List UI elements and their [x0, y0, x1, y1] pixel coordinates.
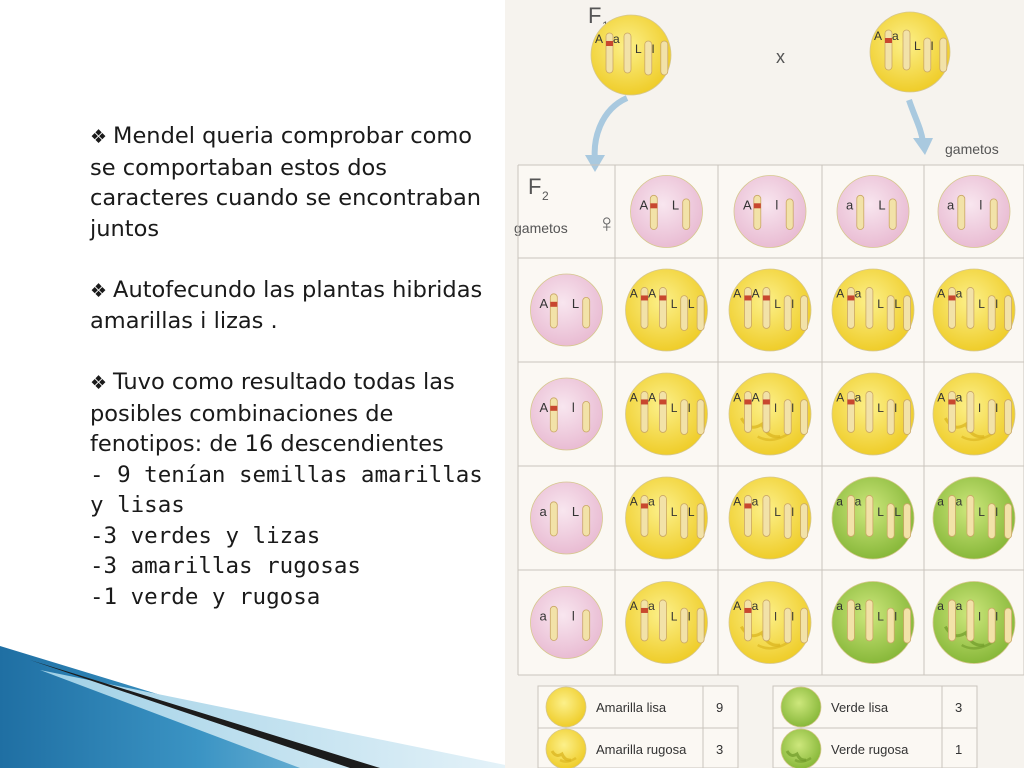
column-gamete-cell — [938, 176, 1010, 248]
gene-label: L — [894, 296, 902, 311]
gene-label: A — [629, 494, 638, 509]
gene-label: a — [854, 599, 862, 614]
chromosome — [847, 391, 854, 432]
gene-label: a — [836, 599, 843, 614]
chromosome-band — [744, 399, 751, 404]
bullet-text-2: Autofecundo las plantas hibridas amarillas i lizas . — [90, 276, 483, 334]
bullet-paragraph-2 — [90, 275, 490, 337]
offspring-cell — [626, 582, 708, 664]
chromosome — [641, 600, 648, 641]
chromosome — [990, 199, 997, 230]
chromosome — [641, 287, 648, 328]
gene-label: L — [635, 42, 642, 56]
f1-label: F — [588, 3, 602, 28]
chromosome — [744, 600, 751, 641]
chromosome — [786, 199, 793, 230]
gene-label: A — [743, 197, 752, 213]
chromosome — [1005, 608, 1012, 643]
row-gamete-cell — [531, 274, 603, 346]
gene-label: L — [877, 400, 884, 415]
legend-swatch — [546, 687, 586, 727]
gene-label: a — [937, 599, 944, 614]
offspring-cell — [626, 373, 708, 455]
arrow-left-icon — [595, 98, 627, 160]
chromosome — [763, 495, 770, 536]
legend-count: 1 — [955, 742, 963, 757]
legend-swatch — [781, 729, 821, 768]
gene-label: l — [791, 400, 795, 415]
gene-label: l — [651, 42, 655, 56]
chromosome — [801, 296, 808, 331]
chromosome — [1005, 296, 1012, 331]
bullet-paragraph-1 — [90, 121, 490, 244]
chromosome — [744, 391, 751, 432]
chromosome — [967, 391, 974, 432]
gene-label: A — [836, 286, 845, 301]
offspring-cell — [626, 269, 708, 351]
chromosome — [784, 296, 791, 331]
chromosome — [659, 287, 666, 328]
chromosome — [641, 391, 648, 432]
gene-label: L — [914, 39, 921, 53]
gene-label: l — [995, 296, 999, 311]
chromosome-band — [550, 406, 557, 411]
chromosome — [988, 608, 995, 643]
gene-label: A — [648, 390, 657, 405]
chromosome — [887, 400, 894, 435]
chromosome — [583, 610, 590, 641]
offspring-cell — [729, 477, 811, 559]
chromosome — [697, 608, 704, 643]
gene-label: L — [670, 400, 678, 415]
gene-label: a — [613, 32, 620, 46]
gene-label: A — [937, 286, 946, 301]
gene-label: a — [751, 599, 759, 614]
chromosome — [885, 30, 892, 70]
offspring-cell — [832, 269, 914, 351]
gene-label: a — [955, 286, 963, 301]
gene-label: A — [733, 286, 742, 301]
gene-label: L — [894, 504, 902, 519]
chromosome — [948, 600, 955, 641]
legend-count: 9 — [716, 700, 724, 715]
chromosome — [857, 195, 864, 229]
chromosome — [887, 608, 894, 643]
chromosome — [763, 391, 770, 432]
offspring-cell — [832, 582, 914, 664]
chromosome — [887, 504, 894, 539]
gene-label: a — [892, 29, 899, 43]
arrow-right-head-icon — [913, 138, 933, 155]
chromosome — [583, 401, 590, 432]
chromosome — [903, 30, 910, 70]
chromosome-band — [641, 503, 648, 508]
column-gamete-cell — [837, 176, 909, 248]
chromosome — [550, 398, 557, 432]
gene-label: a — [751, 494, 759, 509]
legend-swatch — [781, 687, 821, 727]
gene-label: A — [751, 390, 760, 405]
chromosome — [1005, 400, 1012, 435]
gene-label: a — [648, 599, 655, 614]
gene-label: l — [979, 197, 983, 213]
diamond-bullet-icon: ❖ — [90, 279, 108, 302]
chromosome — [661, 41, 668, 75]
chromosome — [697, 400, 704, 435]
legend-count: 3 — [716, 742, 724, 757]
gene-label: L — [571, 296, 580, 312]
chromosome — [606, 33, 613, 73]
diamond-bullet-icon: ❖ — [90, 126, 108, 148]
gene-label: A — [539, 296, 549, 312]
gene-label: a — [539, 608, 547, 624]
chromosome — [866, 495, 873, 536]
gene-label: A — [629, 286, 638, 301]
gene-label: A — [595, 32, 604, 46]
offspring-cell — [729, 269, 811, 351]
chromosome — [659, 495, 666, 536]
chromosome-band — [606, 41, 613, 46]
chromosome — [948, 287, 955, 328]
gene-label: l — [978, 609, 981, 624]
offspring-cell — [933, 269, 1015, 351]
chromosome — [583, 505, 590, 536]
chromosome — [889, 199, 896, 230]
f2-subscript: 2 — [542, 189, 549, 203]
chromosome — [784, 608, 791, 643]
legend-label: Amarilla lisa — [596, 700, 667, 715]
chromosome — [847, 287, 854, 328]
offspring-cell — [933, 373, 1015, 455]
legend-label: Amarilla rugosa — [596, 742, 687, 757]
chromosome — [801, 504, 808, 539]
column-gamete-cell — [631, 176, 703, 248]
gene-label: L — [670, 609, 678, 624]
chromosome — [650, 195, 657, 229]
chromosome — [801, 608, 808, 643]
gene-label: l — [930, 39, 934, 53]
chromosome — [988, 296, 995, 331]
gene-label: L — [687, 504, 695, 519]
punnett-figure — [505, 0, 1024, 768]
chromosome-band — [763, 295, 770, 300]
f2-label: F — [528, 174, 542, 199]
gene-label: L — [877, 609, 884, 624]
gene-label: A — [733, 390, 742, 405]
gene-label: L — [774, 504, 781, 519]
chromosome — [847, 600, 854, 641]
chromosome — [940, 38, 947, 72]
gene-label: L — [571, 504, 580, 520]
chromosome — [681, 504, 688, 539]
chromosome — [1005, 504, 1012, 539]
bullet-paragraph-3 — [90, 367, 490, 612]
legend-label: Verde rugosa — [831, 742, 909, 757]
gene-label: a — [846, 197, 854, 213]
gene-label: l — [774, 400, 777, 415]
gene-label: L — [671, 197, 680, 213]
gene-label: L — [687, 296, 695, 311]
offspring-cell — [933, 582, 1015, 664]
chromosome — [904, 504, 911, 539]
gene-label: a — [947, 197, 955, 213]
chromosome — [904, 608, 911, 643]
gene-label: A — [539, 400, 549, 416]
gene-label: l — [687, 400, 691, 415]
chromosome — [784, 504, 791, 539]
chromosome — [988, 504, 995, 539]
chromosome-band — [744, 608, 751, 613]
gene-label: l — [687, 609, 691, 624]
chromosome — [967, 287, 974, 328]
chromosome-band — [550, 302, 557, 307]
gene-label: A — [751, 286, 760, 301]
gene-label: L — [877, 296, 884, 311]
chromosome-band — [744, 295, 751, 300]
chromosome — [904, 296, 911, 331]
chromosome — [624, 33, 631, 73]
chromosome — [683, 199, 690, 230]
bullet-text-3: Tuvo como resultado todas las posibles combinaciones de fenotipos: de 16 descendientes — [90, 369, 455, 457]
cell-circle — [546, 687, 586, 727]
chromosome — [887, 296, 894, 331]
bullet-text-1: Mendel queria comprobar como se comportaban estos dos caracteres cuando se encontraban juntos — [90, 123, 481, 242]
chromosome — [958, 195, 965, 229]
chromosome — [583, 297, 590, 328]
offspring-cell — [832, 477, 914, 559]
result-line: -3 amarillas rugosas — [90, 553, 361, 579]
chromosome — [904, 400, 911, 435]
decorative-ribbons — [0, 640, 520, 768]
gametos-top-label: gametos — [945, 141, 999, 157]
chromosome — [744, 495, 751, 536]
gene-label: L — [670, 296, 678, 311]
chromosome — [550, 502, 557, 536]
chromosome — [924, 38, 931, 72]
chromosome-band — [948, 295, 955, 300]
chromosome-band — [641, 295, 648, 300]
chromosome — [847, 495, 854, 536]
gene-label: L — [978, 504, 985, 519]
gene-label: l — [571, 608, 575, 624]
chromosome — [754, 195, 761, 229]
chromosome — [681, 400, 688, 435]
gene-label: l — [571, 400, 575, 416]
chromosome — [763, 600, 770, 641]
gene-label: l — [995, 504, 999, 519]
offspring-cell — [933, 477, 1015, 559]
chromosome — [784, 400, 791, 435]
chromosome-band — [948, 399, 955, 404]
legend-count: 3 — [955, 700, 963, 715]
gene-label: L — [774, 296, 781, 311]
chromosome-band — [754, 203, 761, 208]
gene-label: L — [877, 504, 884, 519]
offspring-cell — [832, 373, 914, 455]
chromosome — [744, 287, 751, 328]
gene-label: a — [854, 494, 862, 509]
gene-label: a — [955, 494, 963, 509]
chromosome — [697, 504, 704, 539]
diamond-bullet-icon: ❖ — [90, 372, 108, 394]
chromosome — [866, 391, 873, 432]
chromosome — [659, 391, 666, 432]
chromosome — [866, 287, 873, 328]
gene-label: a — [648, 494, 655, 509]
gene-label: L — [670, 504, 678, 519]
gene-label: a — [955, 390, 963, 405]
chromosome-band — [641, 608, 648, 613]
row-gamete-cell — [531, 378, 603, 450]
offspring-cell — [729, 373, 811, 455]
gene-label: A — [874, 29, 883, 43]
chromosome — [801, 400, 808, 435]
offspring-cell — [626, 477, 708, 559]
chromosome — [967, 600, 974, 641]
gene-label: l — [995, 609, 999, 624]
gene-label: a — [854, 390, 862, 405]
row-gamete-cell — [531, 482, 603, 554]
gene-label: l — [978, 400, 981, 415]
chromosome — [645, 41, 652, 75]
chromosome — [550, 294, 557, 328]
chromosome — [681, 608, 688, 643]
result-line: - 9 tenían semillas amarillas y lisas — [90, 461, 483, 518]
f1-parent-cell — [591, 15, 671, 95]
gene-label: A — [639, 197, 649, 213]
gene-label: l — [791, 609, 795, 624]
chromosome — [988, 400, 995, 435]
chromosome-band — [847, 295, 854, 300]
gene-label: l — [775, 197, 779, 213]
gene-label: l — [774, 609, 777, 624]
gene-label: a — [955, 599, 963, 614]
gene-label: a — [854, 286, 862, 301]
row-gamete-cell — [531, 587, 603, 659]
result-line: -3 verdes y lizas — [90, 522, 321, 549]
gene-label: a — [836, 494, 843, 509]
gene-label: A — [836, 390, 845, 405]
chromosome-band — [847, 399, 854, 404]
chromosome-band — [885, 38, 892, 43]
chromosome-band — [641, 399, 648, 404]
chromosome — [866, 600, 873, 641]
chromosome-band — [659, 295, 666, 300]
gene-label: A — [629, 390, 638, 405]
chromosome-band — [763, 399, 770, 404]
chromosome — [948, 391, 955, 432]
chromosome — [948, 495, 955, 536]
chromosome-band — [659, 399, 666, 404]
gene-label: l — [791, 296, 795, 311]
chromosome — [681, 296, 688, 331]
chromosome — [550, 606, 557, 640]
gene-label: A — [629, 599, 638, 614]
gene-label: l — [894, 609, 898, 624]
legend-label: Verde lisa — [831, 700, 889, 715]
gene-label: l — [995, 400, 999, 415]
text-block — [90, 121, 490, 612]
gene-label: l — [894, 400, 898, 415]
chromosome — [967, 495, 974, 536]
gene-label: a — [937, 494, 944, 509]
punnett-svg — [505, 0, 1024, 768]
gene-label: A — [733, 494, 742, 509]
chromosome — [641, 495, 648, 536]
gene-label: A — [937, 390, 946, 405]
gene-label: a — [539, 504, 547, 520]
offspring-cell — [729, 582, 811, 664]
legend-swatch — [546, 729, 586, 768]
gene-label: A — [733, 599, 742, 614]
chromosome-band — [650, 203, 657, 208]
cross-symbol: x — [776, 47, 785, 67]
chromosome — [763, 287, 770, 328]
f1-parent-cell — [870, 12, 950, 92]
chromosome — [697, 296, 704, 331]
female-symbol: ♀ — [597, 208, 617, 238]
gene-label: L — [878, 197, 886, 213]
chromosome-band — [744, 503, 751, 508]
chromosome — [659, 600, 666, 641]
gametos-left-label: gametos — [514, 220, 568, 236]
result-line: -1 verde y rugosa — [90, 583, 321, 610]
gene-label: l — [791, 504, 795, 519]
gene-label: A — [648, 286, 657, 301]
column-gamete-cell — [734, 176, 806, 248]
cell-circle — [781, 687, 821, 727]
gene-label: L — [978, 296, 985, 311]
arrow-right-icon — [909, 100, 923, 142]
